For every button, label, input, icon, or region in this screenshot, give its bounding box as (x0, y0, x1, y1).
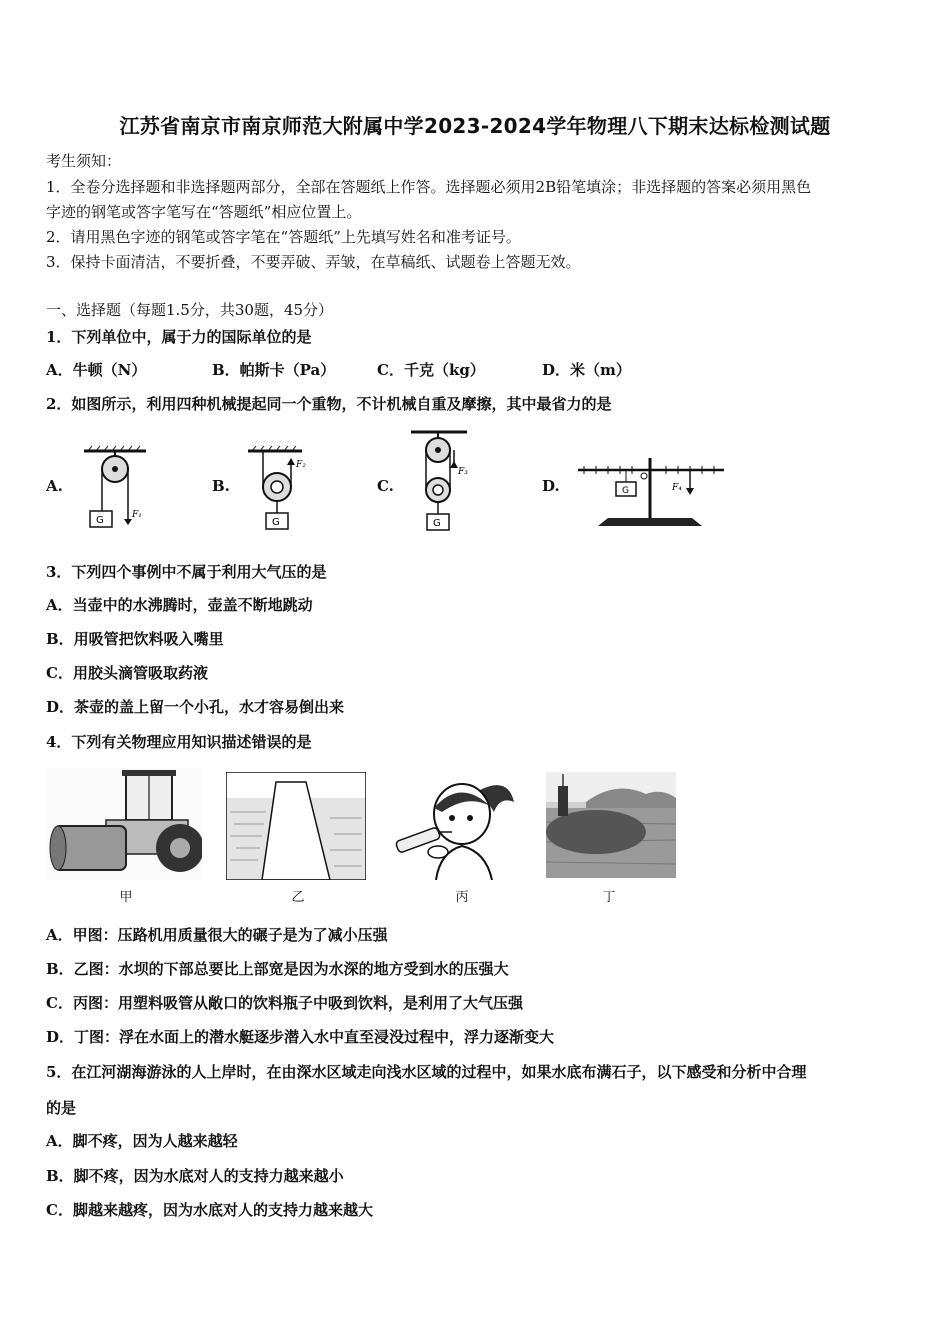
section-heading: 一、选择题（每题1.5分，共30题，45分） (46, 301, 334, 319)
figure-caption: 丙 (455, 890, 469, 905)
q3-option-a: A．当壶中的水沸腾时，壶盖不断地跳动 (46, 596, 313, 614)
figure-caption: 甲 (119, 890, 133, 905)
notice-item: 字迹的钢笔或答字笔写在“答题纸”相应位置上。 (46, 203, 362, 221)
q1-option-d: D．米（m） (542, 361, 631, 379)
force-label: F₄ (672, 483, 682, 493)
q2-label-a: A. (46, 477, 63, 495)
movable-pulley-figure (242, 445, 322, 535)
question-stem: 5．在江河湖海游泳的人上岸时，在由深水区域走向浅水区域的过程中，如果水底布满石子，以下感受和分析中合理 (46, 1063, 807, 1081)
q2-label-d: D. (542, 477, 560, 495)
weight-label: G (433, 518, 441, 529)
q3-option-b: B．用吸管把饮料吸入嘴里 (46, 630, 224, 648)
weight-label: G (272, 517, 280, 528)
road-roller-image (46, 768, 202, 880)
q5-option-a: A．脚不疼，因为人越来越轻 (46, 1132, 238, 1150)
q5-option-b: B．脚不疼，因为水底对人的支持力越来越小 (46, 1167, 344, 1185)
notice-heading: 考生须知： (46, 152, 122, 170)
q4-option-c: C．丙图：用塑料吸管从敞口的饮料瓶子中吸到饮料，是利用了大气压强 (46, 994, 523, 1012)
q4-option-d: D．丁图：浮在水面上的潜水艇逐步潜入水中直至浸没过程中，浮力逐渐变大 (46, 1028, 555, 1046)
page-title: 江苏省南京市南京师范大附属中学2023-2024学年物理八下期末达标检测试题 (119, 114, 831, 138)
q3-option-d: D．茶壶的盖上留一个小孔，水才容易倒出来 (46, 698, 345, 716)
notice-item: 1．全卷分选择题和非选择题两部分，全部在答题纸上作答。选择题必须用2B铅笔填涂；非选择题的答案必须用黑色 (46, 178, 812, 196)
notice-item: 3．保持卡面清洁，不要折叠，不要弄破、弄皱，在草稿纸、试题卷上答题无效。 (46, 253, 581, 271)
pulley-block-figure (405, 428, 475, 534)
girl-straw-image (388, 772, 522, 880)
lever-figure (574, 456, 730, 532)
q1-option-a: A．牛顿（N） (46, 361, 147, 379)
weight-label: G (622, 486, 629, 496)
q1-option-b: B．帕斯卡（Pa） (212, 361, 336, 379)
question-stem: 2．如图所示，利用四种机械提起同一个重物，不计机械自重及摩擦，其中最省力的是 (46, 395, 612, 413)
q5-option-c: C．脚越来越疼，因为水底对人的支持力越来越大 (46, 1201, 373, 1219)
figure-caption: 丁 (602, 890, 616, 905)
q2-label-c: C. (377, 477, 394, 495)
notice-item: 2．请用黑色字迹的钢笔或答字笔在“答题纸”上先填写姓名和准考证号。 (46, 228, 521, 246)
q4-option-a: A．甲图：压路机用质量很大的碾子是为了减小压强 (46, 926, 388, 944)
force-label: F₃ (458, 467, 468, 477)
figure-caption: 乙 (291, 890, 305, 905)
fixed-pulley-figure (78, 445, 158, 535)
question-stem: 1．下列单位中，属于力的国际单位的是 (46, 328, 312, 346)
q3-option-c: C．用胶头滴管吸取药液 (46, 664, 208, 682)
q2-label-b: B. (212, 477, 230, 495)
submarine-image (546, 772, 676, 878)
force-label: F₁ (132, 510, 142, 520)
q1-option-c: C．千克（kg） (377, 361, 485, 379)
dam-image (226, 772, 366, 880)
weight-label: G (96, 515, 104, 526)
question-stem: 4．下列有关物理应用知识描述错误的是 (46, 733, 312, 751)
force-label: F₂ (296, 460, 306, 470)
question-stem: 3．下列四个事例中不属于利用大气压的是 (46, 563, 327, 581)
question-stem-continued: 的是 (46, 1099, 77, 1117)
q4-option-b: B．乙图：水坝的下部总要比上部宽是因为水深的地方受到水的压强大 (46, 960, 509, 978)
